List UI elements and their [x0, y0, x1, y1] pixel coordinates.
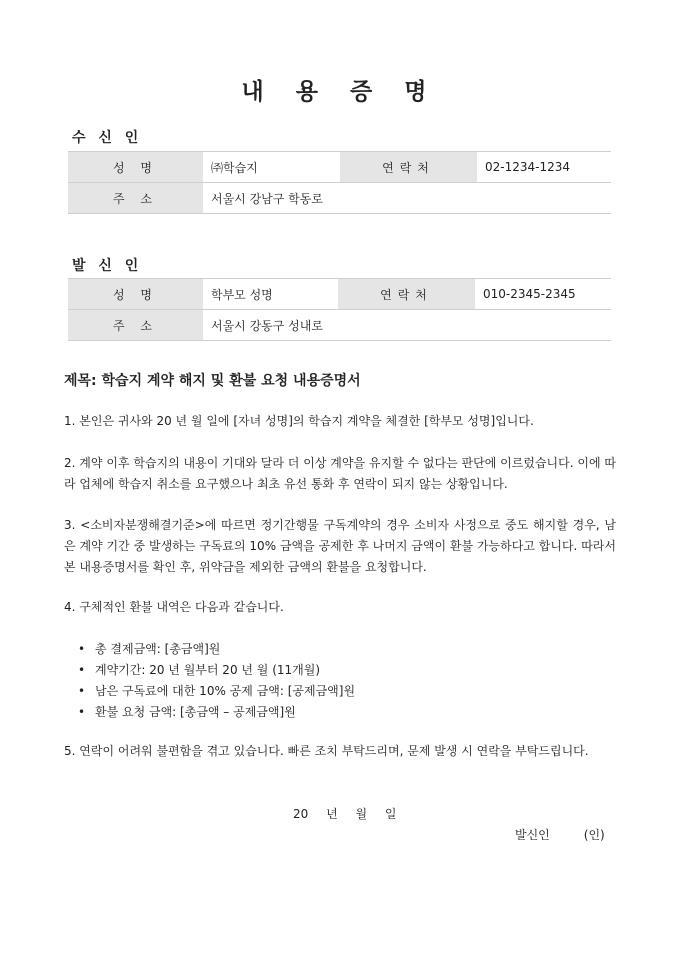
recipient-address: 서울시 강남구 학동로: [203, 183, 611, 214]
sender-sign-label: 발신인: [515, 828, 550, 842]
seal-label: (인): [583, 828, 605, 842]
sender-contact: 010-2345-2345: [475, 279, 611, 310]
refund-items-list: [78, 639, 355, 723]
paragraph-3: 3. <소비자분쟁해결기준>에 따르면 정기간행물 구독계약의 경우 소비자 사정으로 중도 해지할 경우, 남은 계약 기간 중 발생하는 구독료의 10% 금액을 공제한 후 나머지 금액이 환불 가능하다고 합니다. 따라서 본 내용증명서를 확인 후, 위약금을 제외한 금액의 환불을 요청합니다.: [64, 518, 616, 574]
sender-row-address: [68, 310, 611, 341]
recipient-row-address: [68, 183, 611, 214]
sender-table: [68, 278, 611, 341]
sender-address: 서울시 강동구 성내로: [203, 310, 611, 341]
sender-row-name: [68, 279, 611, 310]
recipient-name: ㈜학습지: [203, 152, 340, 183]
recipient-contact-label: 연락처: [340, 152, 477, 183]
paragraph-2: 2. 계약 이후 학습지의 내용이 기대와 달라 더 이상 계약을 유지할 수 없다는 판단에 이르렀습니다. 이에 따라 업체에 학습지 취소를 요구했으나 최초 유선 통화 후 연락이 되지 않는 상황입니다.: [64, 456, 616, 491]
recipient-contact: 02-1234-1234: [477, 152, 611, 183]
paragraph-5: 5. 연락이 어려워 불편함을 겪고 있습니다. 빠른 조치 부탁드리며, 문제 발생 시 연락을 부탁드립니다.: [64, 744, 589, 758]
recipient-name-label: 성 명: [68, 152, 203, 183]
date-line: 20 년 월 일: [293, 807, 397, 821]
list-item: • 총 결제금액: [총금액]원: [78, 639, 355, 660]
paragraph-1: 1. 본인은 귀사와 20 년 월 일에 [자녀 성명]의 학습지 계약을 체결한 [학부모 성명]입니다.: [64, 414, 534, 428]
list-item: • 남은 구독료에 대한 10% 공제 금액: [공제금액]원: [78, 681, 355, 702]
list-item: • 계약기간: 20 년 월부터 20 년 월 (11개월): [78, 660, 355, 681]
sender-signature: [515, 826, 605, 843]
recipient-address-label: 주 소: [68, 183, 203, 214]
recipient-heading: 수 신 인: [72, 130, 143, 146]
sender-name-label: 성 명: [68, 279, 203, 310]
sender-contact-label: 연락처: [338, 279, 475, 310]
sender-address-label: 주 소: [68, 310, 203, 341]
document-subject: 제목: 학습지 계약 해지 및 환불 요청 내용증명서: [64, 373, 361, 389]
document-title: 내 용 증 명: [241, 79, 439, 105]
list-item: • 환불 요청 금액: [총금액 – 공제금액]원: [78, 702, 355, 723]
recipient-row-name: [68, 152, 611, 183]
recipient-table: [68, 151, 611, 214]
sender-name: 학부모 성명: [203, 279, 338, 310]
sender-heading: 발 신 인: [72, 258, 143, 274]
paragraph-4: 4. 구체적인 환불 내역은 다음과 같습니다.: [64, 600, 284, 614]
